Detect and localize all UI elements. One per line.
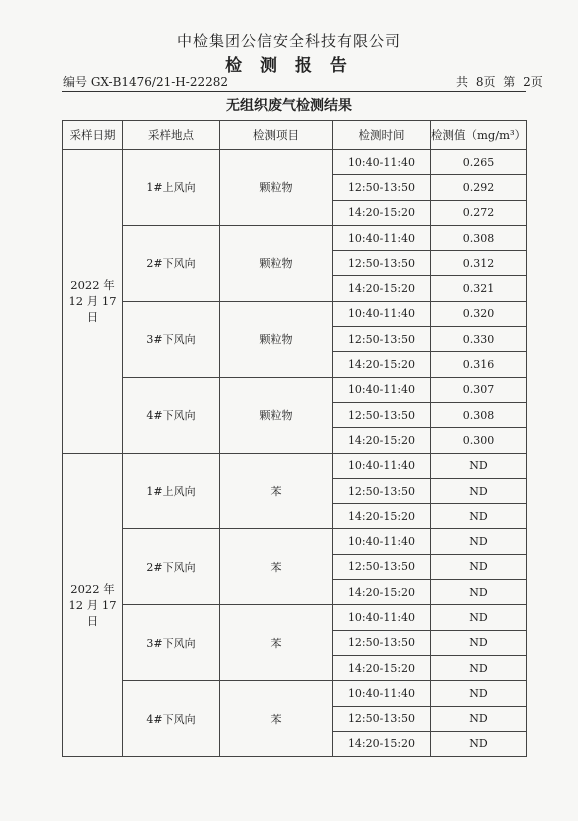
test-time-cell: 14:20-15:20: [333, 731, 431, 756]
page-info: 共 8页 第 2页: [456, 75, 543, 89]
test-value-cell: ND: [431, 706, 527, 731]
test-value-cell: ND: [431, 478, 527, 503]
table-body: [63, 150, 527, 757]
test-time-cell: 12:50-13:50: [333, 251, 431, 276]
sampling-location-cell: 1#上风向: [123, 150, 220, 226]
test-time-cell: 14:20-15:20: [333, 655, 431, 680]
column-header-item: 检测项目: [220, 121, 333, 150]
sampling-location-cell: 2#下风向: [123, 529, 220, 605]
test-value-cell: 0.272: [431, 200, 527, 225]
table-row: [63, 225, 527, 250]
report-number: 编号 GX-B1476/21-H-22282: [63, 75, 228, 89]
table-row: [63, 301, 527, 326]
test-time-cell: 14:20-15:20: [333, 200, 431, 225]
test-item-cell: 苯: [220, 529, 333, 605]
column-header-time: 检测时间: [333, 121, 431, 150]
test-value-cell: ND: [431, 504, 527, 529]
test-time-cell: 12:50-13:50: [333, 706, 431, 731]
test-time-cell: 10:40-11:40: [333, 301, 431, 326]
test-value-cell: 0.308: [431, 225, 527, 250]
test-item-cell: 苯: [220, 681, 333, 757]
test-value-cell: ND: [431, 529, 527, 554]
test-value-cell: ND: [431, 731, 527, 756]
column-header-value: 检测值（mg/m³）: [431, 121, 527, 150]
test-time-cell: 10:40-11:40: [333, 225, 431, 250]
test-item-cell: 苯: [220, 453, 333, 529]
test-time-cell: 12:50-13:50: [333, 630, 431, 655]
test-time-cell: 10:40-11:40: [333, 150, 431, 175]
test-time-cell: 10:40-11:40: [333, 377, 431, 402]
test-value-cell: 0.321: [431, 276, 527, 301]
test-value-cell: 0.330: [431, 327, 527, 352]
test-item-cell: 颗粒物: [220, 377, 333, 453]
test-value-cell: 0.312: [431, 251, 527, 276]
test-value-cell: ND: [431, 453, 527, 478]
test-value-cell: ND: [431, 580, 527, 605]
table-row: [63, 150, 527, 175]
test-value-cell: ND: [431, 630, 527, 655]
column-header-date: 采样日期: [63, 121, 123, 150]
test-time-cell: 12:50-13:50: [333, 478, 431, 503]
sampling-location-cell: 3#下风向: [123, 605, 220, 681]
section-title: 无组织废气检测结果: [226, 98, 352, 114]
test-item-cell: 颗粒物: [220, 150, 333, 226]
test-value-cell: ND: [431, 554, 527, 579]
table-row: [63, 681, 527, 706]
test-value-cell: ND: [431, 605, 527, 630]
test-time-cell: 12:50-13:50: [333, 402, 431, 427]
test-time-cell: 10:40-11:40: [333, 681, 431, 706]
table-header-row: [63, 121, 527, 150]
test-time-cell: 10:40-11:40: [333, 605, 431, 630]
test-item-cell: 颗粒物: [220, 301, 333, 377]
column-header-location: 采样地点: [123, 121, 220, 150]
sampling-location-cell: 1#上风向: [123, 453, 220, 529]
test-value-cell: 0.316: [431, 352, 527, 377]
sampling-location-cell: 4#下风向: [123, 377, 220, 453]
test-value-cell: ND: [431, 681, 527, 706]
test-value-cell: ND: [431, 655, 527, 680]
test-value-cell: 0.300: [431, 428, 527, 453]
sampling-location-cell: 3#下风向: [123, 301, 220, 377]
test-value-cell: 0.292: [431, 175, 527, 200]
test-time-cell: 14:20-15:20: [333, 352, 431, 377]
sampling-date-cell: 2022 年 12 月 17 日: [63, 150, 123, 454]
test-value-cell: 0.320: [431, 301, 527, 326]
table-row: [63, 605, 527, 630]
test-time-cell: 14:20-15:20: [333, 276, 431, 301]
test-time-cell: 12:50-13:50: [333, 175, 431, 200]
table-row: [63, 453, 527, 478]
test-value-cell: 0.307: [431, 377, 527, 402]
results-table: [62, 120, 527, 757]
company-name: 中检集团公信安全科技有限公司: [176, 32, 401, 50]
sampling-date-cell: 2022 年 12 月 17 日: [63, 453, 123, 757]
test-time-cell: 12:50-13:50: [333, 554, 431, 579]
test-value-cell: 0.265: [431, 150, 527, 175]
test-time-cell: 10:40-11:40: [333, 529, 431, 554]
report-title: 检 测 报 告: [225, 56, 353, 76]
test-time-cell: 12:50-13:50: [333, 327, 431, 352]
test-time-cell: 14:20-15:20: [333, 504, 431, 529]
table-row: [63, 529, 527, 554]
test-time-cell: 14:20-15:20: [333, 428, 431, 453]
test-item-cell: 苯: [220, 605, 333, 681]
sampling-location-cell: 2#下风向: [123, 225, 220, 301]
header-divider: [62, 91, 526, 92]
test-item-cell: 颗粒物: [220, 225, 333, 301]
test-time-cell: 10:40-11:40: [333, 453, 431, 478]
sampling-location-cell: 4#下风向: [123, 681, 220, 757]
test-value-cell: 0.308: [431, 402, 527, 427]
test-time-cell: 14:20-15:20: [333, 580, 431, 605]
table-row: [63, 377, 527, 402]
